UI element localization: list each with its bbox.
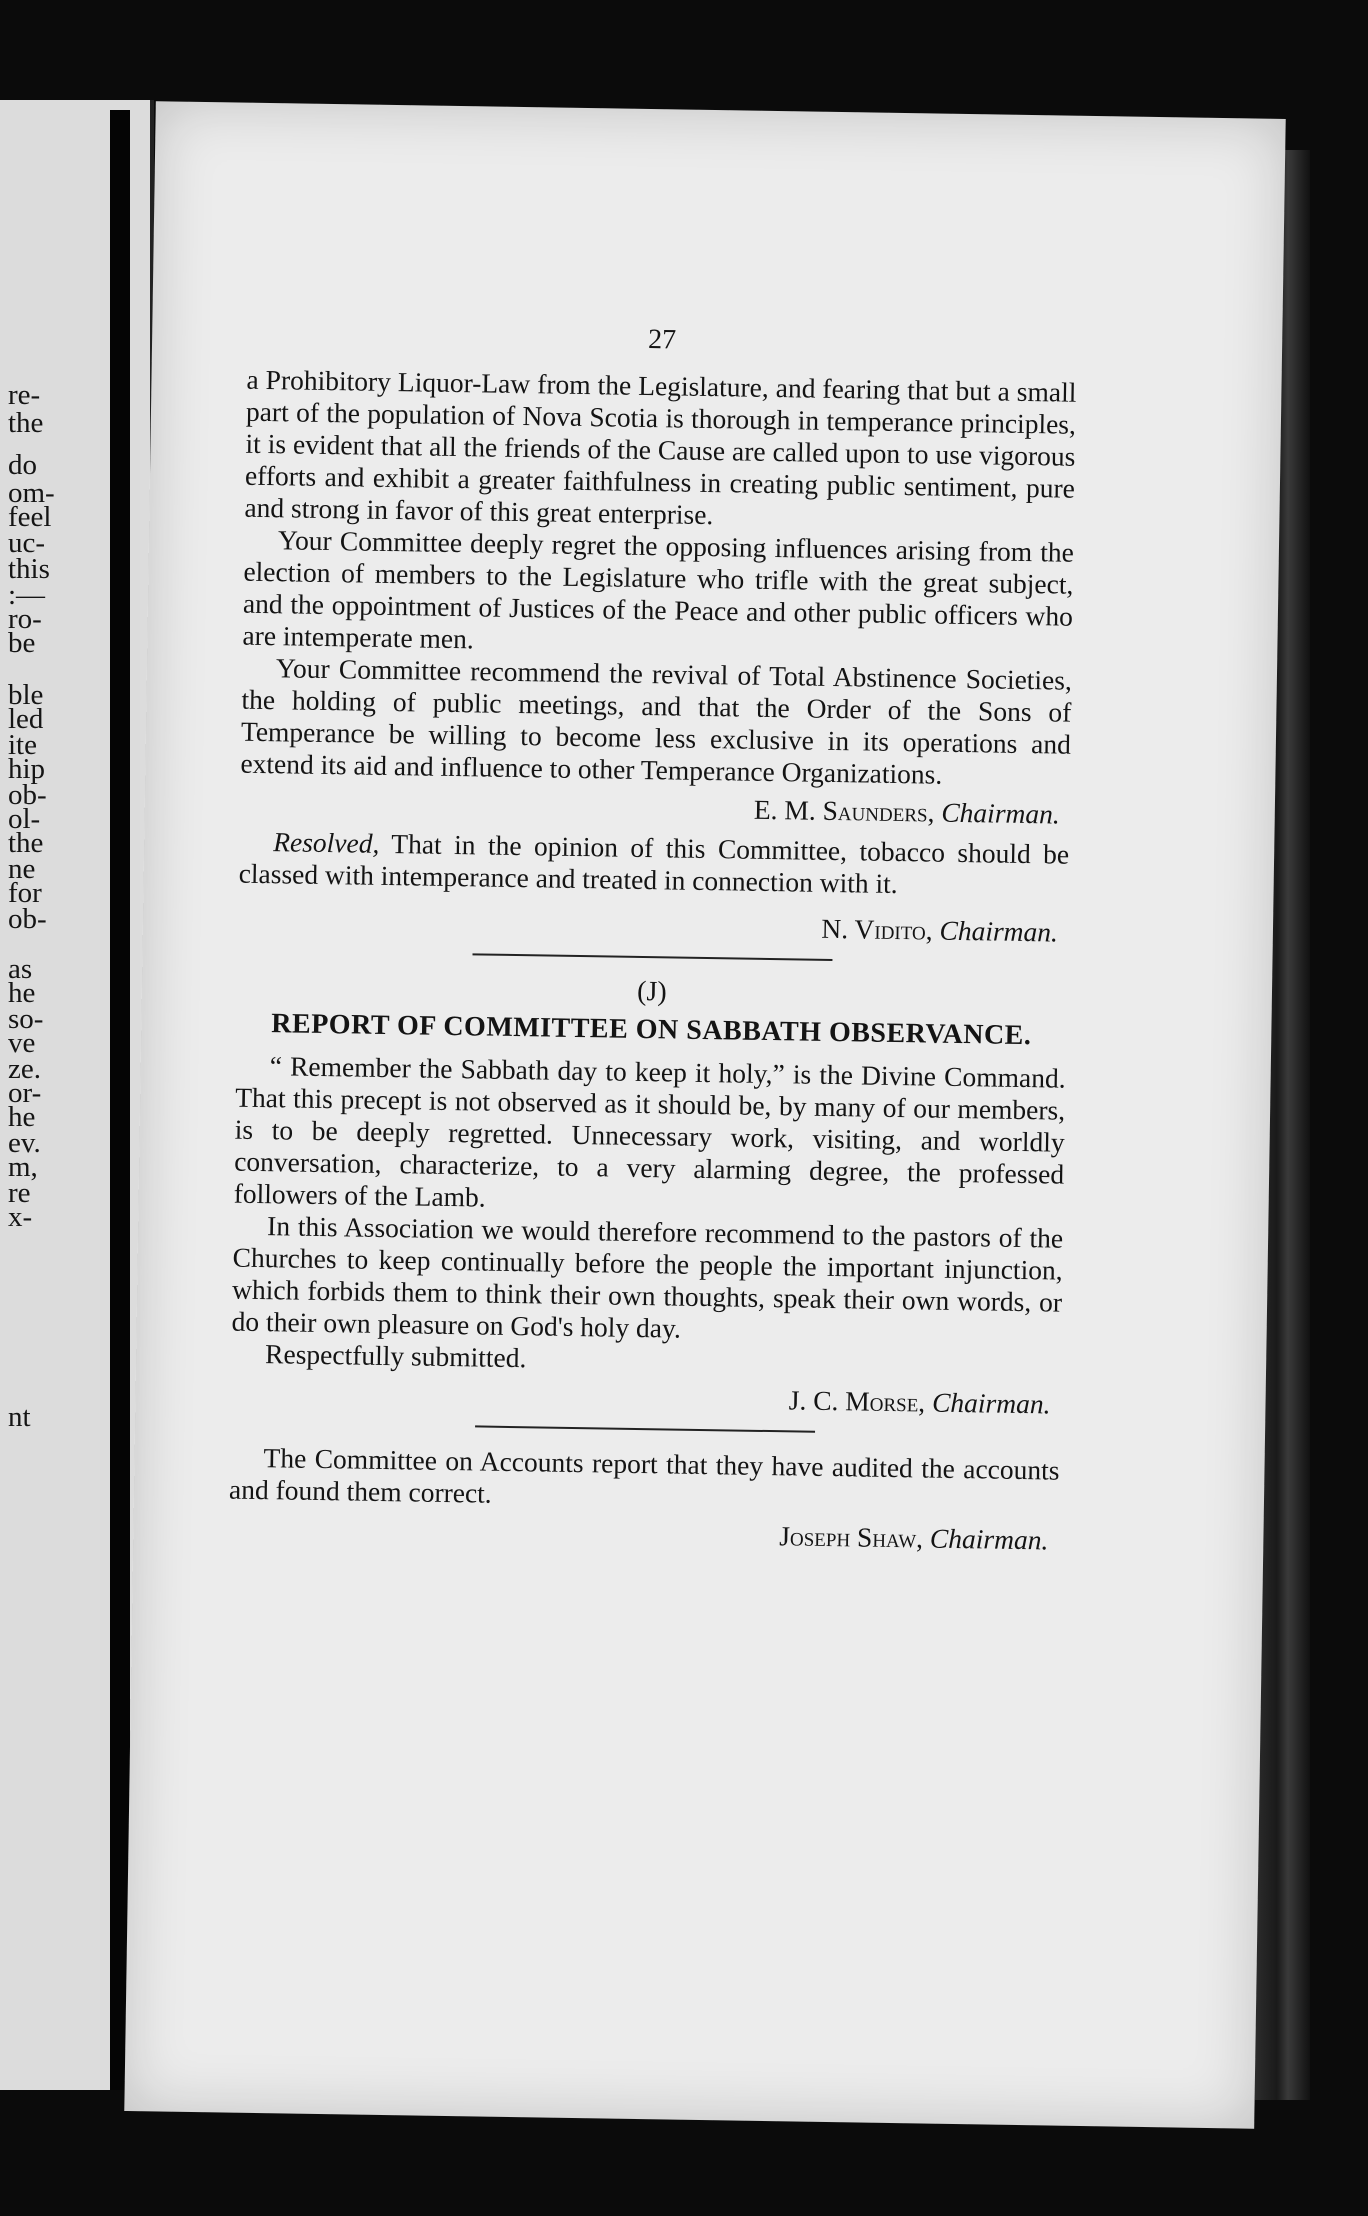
signatory-role: Chairman. [929, 1522, 1049, 1556]
left-fragment: for [8, 877, 42, 909]
divider [475, 1425, 815, 1432]
left-fragment: re [8, 1177, 31, 1209]
left-fragment: or- [8, 1077, 42, 1109]
signature [228, 1512, 1048, 1557]
left-fragment: ro- [8, 603, 42, 635]
left-fragment: om- [8, 477, 55, 509]
left-fragment: ob- [8, 779, 47, 811]
left-fragment: ze. [8, 1053, 41, 1085]
signatory-name: J. C. Morse, [788, 1384, 926, 1418]
paragraph: Respectfully submitted. [264, 1338, 527, 1374]
left-fragment: ol- [8, 803, 41, 835]
resolved-keyword: Resolved, [272, 826, 380, 859]
book-spine [110, 110, 130, 2090]
left-fragment: hip [8, 753, 46, 785]
left-fragment: feel [8, 501, 52, 533]
left-fragment: nt [8, 1401, 31, 1433]
signatory-role: Chairman. [939, 914, 1059, 948]
left-fragment: so- [8, 1003, 44, 1035]
left-fragment: uc- [8, 527, 46, 559]
left-fragment: he [8, 1101, 36, 1133]
left-fragment: ne [8, 853, 36, 885]
left-fragment: he [8, 977, 36, 1009]
page-number: 27 [647, 324, 677, 356]
left-fragment: the [8, 407, 44, 439]
resolution [238, 826, 1069, 903]
paragraph: a Prohibitory Liquor-Law from the Legislature, and fearing that but a small part of the population of Nova Scotia is thorough in temperance principles, it is evident that all the friends of the Cause are called upon to use vigorous efforts and exhibit a greater faithfulness in creating public sentiment, pure and strong in favor of this great enterprise. [244, 363, 1077, 531]
signatory-role: Chairman. [931, 1386, 1051, 1420]
paragraph: Your Committee recommend the revival of Total Abstinence Societies, the holding of public meetings, and that the Order of the Sons of Temperance be willing to become less exclusive in its operations and extend its aid and influence to other Temperance Organizations. [240, 652, 1073, 790]
left-fragment: re- [8, 379, 41, 411]
left-fragment: as [8, 953, 33, 985]
section-heading: REPORT OF COMMITTEE ON SABBATH OBSERVANCE. [271, 1008, 1032, 1052]
left-fragment: x- [8, 1201, 33, 1233]
paragraph: “ Remember the Sabbath day to keep it holy,” is the Divine Command. That this precept is not observed as it should be, by many of our members, is to be deeply regretted. Unnecessary work, visiting, and worldly conversation, characterize, to a very alarming degree, the professed followers of the Lamb. [233, 1050, 1066, 1213]
left-fragment: ob- [8, 903, 47, 935]
book-page [124, 101, 1285, 2129]
signatory-name: E. M. Saunders, [753, 793, 935, 828]
signatory-name: Joseph Shaw, [779, 1520, 924, 1554]
left-fragment: m, [8, 1151, 38, 1183]
paragraph: The Committee on Accounts report that they have audited the accounts and found them correct. [228, 1442, 1060, 1509]
section-label: (J) [636, 975, 667, 1008]
left-fragment: do [8, 449, 37, 481]
left-fragment: ev. [8, 1127, 41, 1159]
signature [238, 904, 1058, 949]
signature [240, 786, 1060, 831]
resolution-text: That in the opinion of this Committee, tobacco should be classed with intemperance and treated in connection with it. [238, 827, 1070, 899]
left-fragment: :— [8, 579, 46, 611]
paragraph: In this Association we would therefore recommend to the pastors of the Churches to keep continually before the people the important injunction, which forbids them to think their own thoughts, speak their own words, or do their own pleasure on God's holy day. [231, 1210, 1064, 1344]
paragraph: Your Committee deeply regret the opposing influences arising from the election of members to the Legislature who trifle with the great subject, and the oppointment of Justices of the Peace and other public officers who are intemperate men. [242, 524, 1075, 655]
left-fragment: be [8, 627, 36, 659]
signatory-role: Chairman. [941, 796, 1061, 830]
left-fragment: led [8, 703, 44, 735]
signature [230, 1376, 1050, 1421]
left-fragment: ve [8, 1027, 36, 1059]
left-fragment: the [8, 827, 44, 859]
left-fragment: ite [8, 729, 37, 761]
divider [472, 953, 832, 961]
page-content [228, 318, 1077, 1565]
signatory-name: N. Vidito, [821, 912, 933, 946]
left-fragment: this [8, 553, 50, 585]
left-fragment: ble [8, 679, 44, 711]
